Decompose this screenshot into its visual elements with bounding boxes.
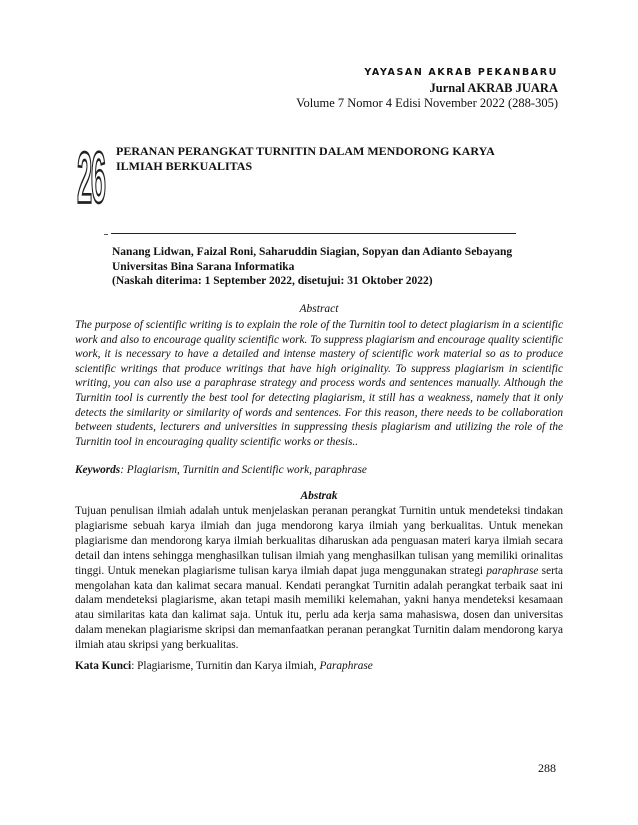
kata-kunci-label: Kata Kunci	[75, 660, 132, 672]
keywords-list: : Plagiarism, Turnitin and Scientific work, paraphrase	[120, 464, 367, 476]
author-affiliation: Universitas Bina Sarana Informatika	[112, 260, 295, 273]
kata-kunci-line	[75, 660, 563, 672]
keywords-line	[75, 464, 563, 476]
title-rule-marker	[104, 234, 108, 235]
kata-kunci-italic: Paraphrase	[319, 660, 373, 672]
submission-dates: (Naskah diterima: 1 September 2022, disetujui: 31 Oktober 2022)	[112, 275, 433, 288]
article-number: 26	[77, 138, 105, 219]
title-divider	[111, 233, 516, 234]
abstract-body: The purpose of scientific writing is to explain the role of the Turnitin tool to detect plagiarism in a scientific work and also to encourage quality scientific work. To suppress plagiarism and encourage quality scientific work, it is necessary to have a detailed and intense mastery of scientific work material so as to produce scientific writings that produce writings that have high originality. To suppress plagiarism in scientific writing, you can also use a paraphrase strategy and process words and sentences manually. Although the Turnitin tool is currently the best tool for detecting plagiarism, it still has a weakness, namely that it only detects the similarity or similarity of words and sentences. For this reason, there needs to be collaboration between students, lecturers and universities in suppressing thesis plagiarism and utilizing the role of the Turnitin tool in encouraging quality scientific works or thesis..	[75, 319, 563, 448]
abstrak-text-2: serta mengolahan kata dan kalimat secara manual. Kendati perangkat Turnitin adalah perangkat terbaik saat ini dalam mendeteksi plagiarisme, akan tetapi masih memiliki kelemahan, yakni hanya mendeteksi kesamaan atau similaritas kata dan kalimat saja. Untuk itu, perlu ada kerja sama mahasiswa, dosen dan universitas dalam menekan plagiarisme skripsi dan memanfaatkan peranan perangkat Turnitin dalam mendorong karya ilmiah atau skripsi yang berkualitas.	[75, 564, 564, 652]
article-title: PERANAN PERANGKAT TURNITIN DALAM MENDORONG KARYA ILMIAH BERKUALITAS	[116, 144, 495, 173]
abstrak-heading: Abstrak	[300, 490, 338, 502]
abstrak-italic-term: paraphrase	[486, 564, 539, 577]
abstract-heading: Abstract	[299, 303, 339, 315]
article-number-badge	[77, 138, 107, 219]
abstrak-body	[75, 504, 563, 653]
abstrak-text-1: Tujuan penulisan ilmiah adalah untuk menjelaskan peranan perangkat Turnitin untuk mendeteksi tindakan plagiarisme sebuah karya ilmiah dan juga mendorong karya ilmiah yang berkualitas. Untuk menekan plagiarisme dan mendorong karya ilmiah berkualitas diharuskan ada penguasan materi karya ilmiah secara detail dan intens sehingga menghasilkan tulisan ilmiah yang menghasilkan tulisan yang memiliki orinalitas tinggi. Untuk menekan plagiarisme tulisan karya ilmiah dapat juga menggunakan strategi	[75, 505, 563, 577]
publisher-name: YAYASAN AKRAB PEKANBARU	[364, 67, 558, 78]
keywords-label: Keywords	[75, 464, 121, 476]
page-number: 288	[538, 761, 556, 775]
kata-kunci-list: : Plagiarisme, Turnitin dan Karya ilmiah,	[131, 660, 320, 672]
journal-name: Jurnal AKRAB JUARA	[429, 81, 558, 95]
author-names: Nanang Lidwan, Faizal Roni, Saharuddin Siagian, Sopyan dan Adianto Sebayang	[112, 246, 513, 258]
volume-info: Volume 7 Nomor 4 Edisi November 2022 (288-305)	[296, 96, 558, 110]
author-block	[112, 245, 512, 289]
